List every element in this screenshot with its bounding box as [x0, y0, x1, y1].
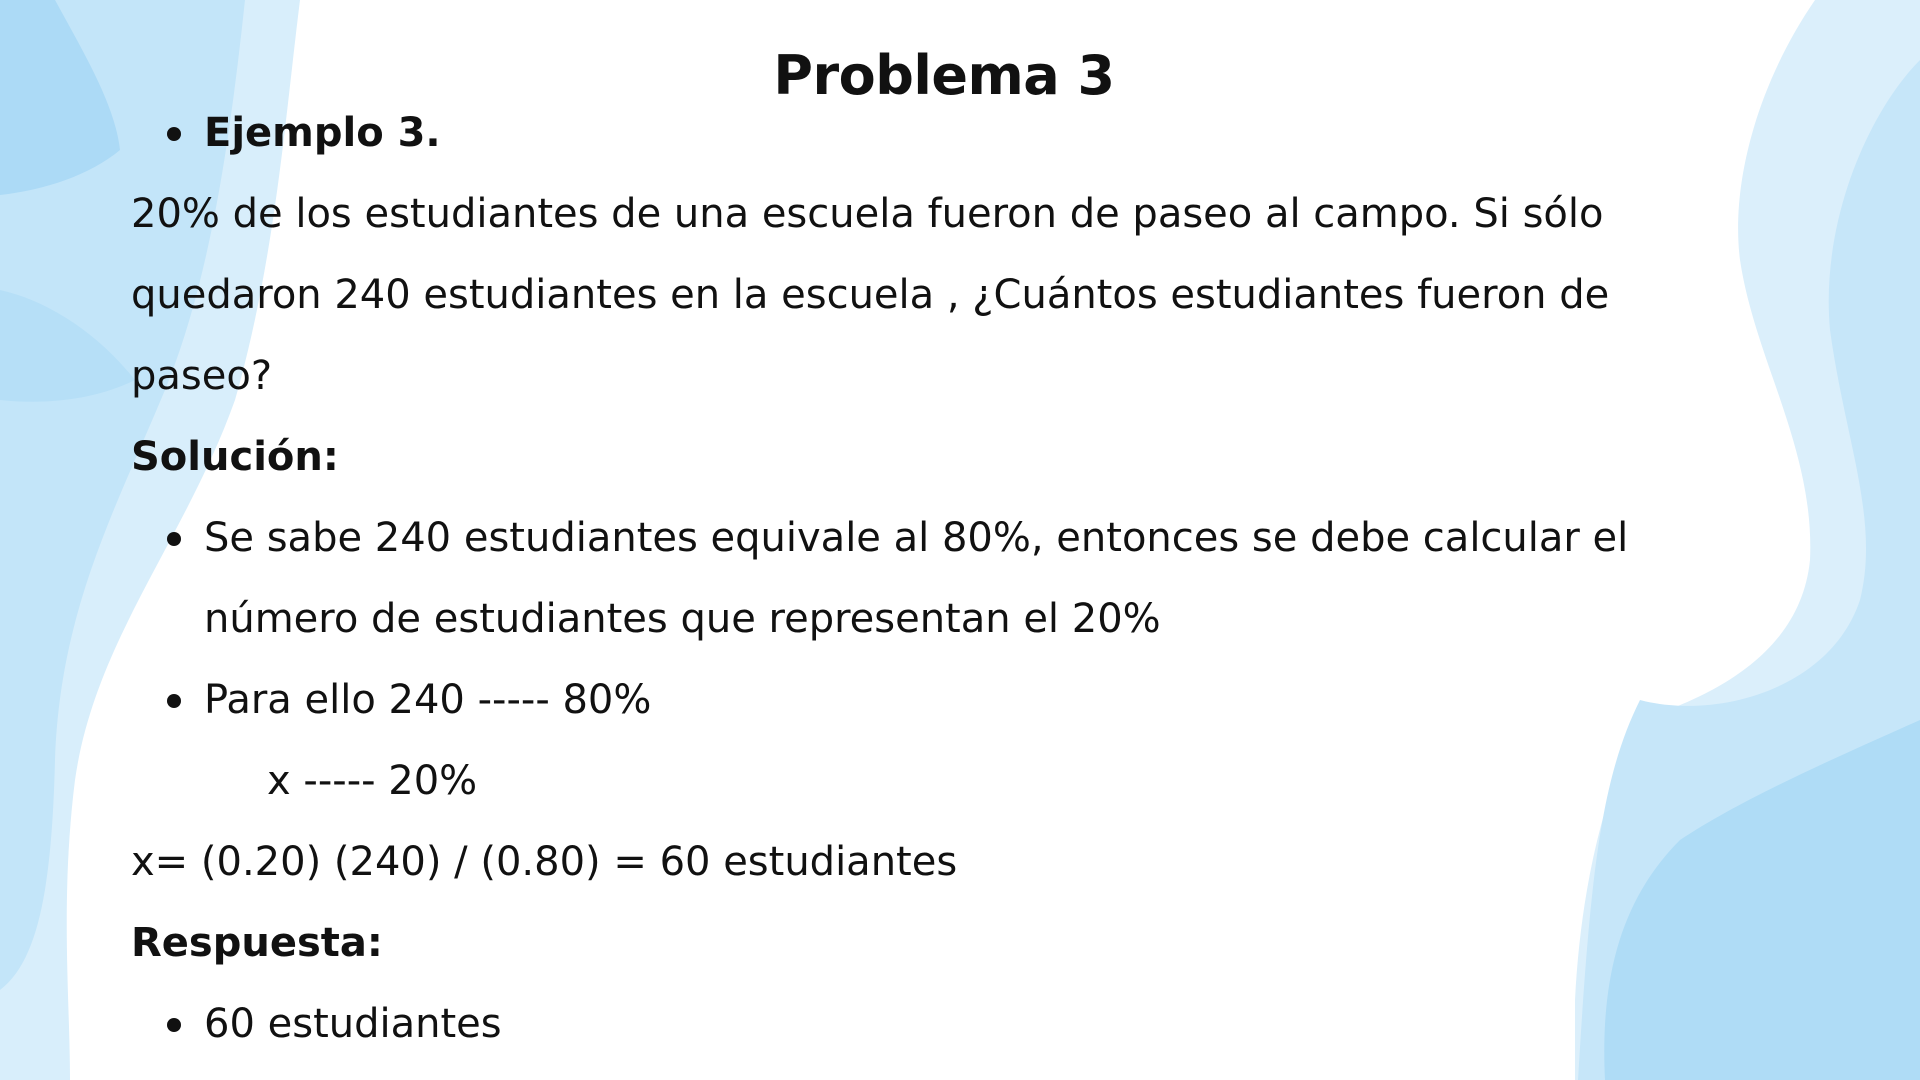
formula-line: x= (0.20) (240) / (0.80) = 60 estudiantes	[131, 839, 958, 885]
answer-heading: Respuesta:	[131, 920, 383, 966]
slide-title: Problema 3	[773, 44, 1115, 107]
problem-line-3: paseo?	[131, 353, 273, 399]
solution-bullet-1-line-1: Se sabe 240 estudiantes equivale al 80%, entonces se debe calcular el	[204, 515, 1629, 561]
bullet-dot	[167, 694, 181, 708]
problem-line-1: 20% de los estudiantes de una escuela fueron de paseo al campo. Si sólo	[131, 191, 1604, 237]
answer-bullet: 60 estudiantes	[204, 1001, 502, 1047]
example-heading: Ejemplo 3.	[204, 110, 441, 156]
problem-line-2: quedaron 240 estudiantes en la escuela , ¿Cuántos estudiantes fueron de	[131, 272, 1610, 318]
solution-bullet-1-line-2: número de estudiantes que representan el 20%	[204, 596, 1161, 642]
bullet-dot	[167, 1018, 181, 1032]
proportion-line: x ----- 20%	[267, 758, 478, 804]
bullet-dot	[167, 532, 181, 546]
solution-heading: Solución:	[131, 434, 339, 480]
bullet-dot	[167, 127, 181, 141]
solution-bullet-2: Para ello 240 ----- 80%	[204, 677, 652, 723]
